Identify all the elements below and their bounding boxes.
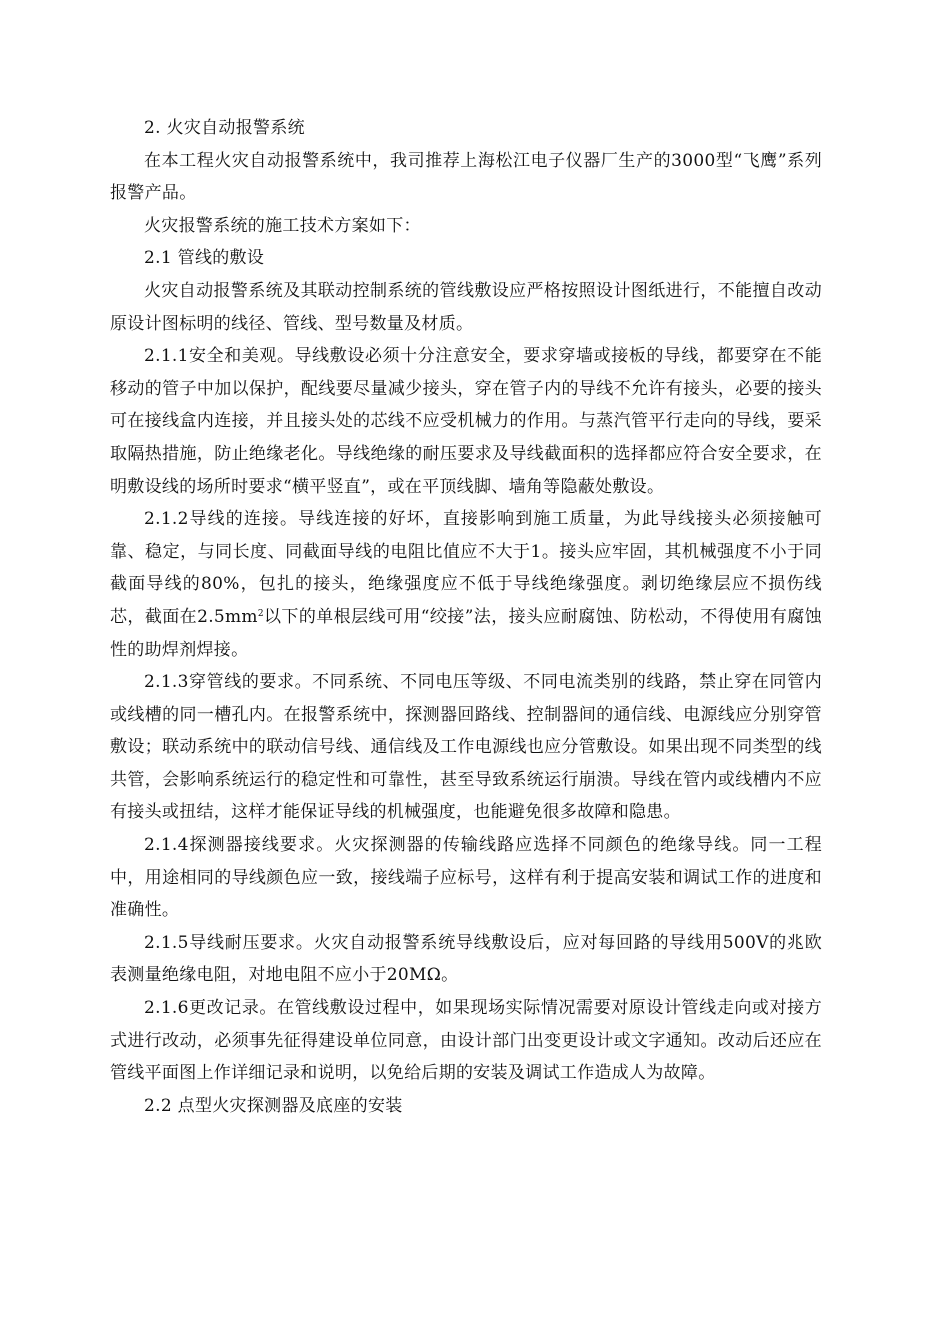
paragraph-2-1-6: 2.1.6更改记录。在管线敷设过程中，如果现场实际情况需要对原设计管线走向或对接方式进行改动，必须事先征得建设单位同意，由设计部门出变更设计或文字通知。改动后还应在管线平面图上作详细记录和说明，以免给后期的安装及调试工作造成人为故障。 bbox=[110, 998, 822, 1084]
paragraph-2-1-2-text-b: 以下的单根层线可用“绞接”法，接头应耐腐蚀、防松动，不得使用有腐蚀性的助焊剂焊接。 bbox=[110, 606, 822, 660]
document-page bbox=[110, 112, 822, 1122]
superscript-square: 2 bbox=[257, 608, 264, 619]
section-heading-2-2: 2.2 点型火灾探测器及底座的安装 bbox=[144, 1095, 403, 1116]
paragraph-2-1: 火灾自动报警系统及其联动控制系统的管线敷设应严格按照设计图纸进行，不能擅自改动原设计图标明的线径、管线、型号数量及材质。 bbox=[110, 280, 822, 334]
paragraph-2-1-1: 2.1.1安全和美观。导线敷设必须十分注意安全，要求穿墙或接板的导线，都要穿在不能移动的管子中加以保护，配线要尽量减少接头，穿在管子内的导线不允许有接头，必要的接头可在接线盒内连接，并且接头处的芯线不应受机械力的作用。与蒸汽管平行走向的导线，要采取隔热措施，防止绝缘老化。导线绝缘的耐压要求及导线截面积的选择都应符合安全要求，在明敷设线的场所时要求“横平竖直”，或在平顶线脚、墙角等隐蔽处敷设。 bbox=[110, 346, 822, 497]
intro-paragraph: 在本工程火灾自动报警系统中，我司推荐上海松江电子仪器厂生产的3000型“飞鹰”系列报警产品。 bbox=[110, 150, 822, 204]
section-heading-2: 2. 火灾自动报警系统 bbox=[144, 118, 305, 138]
paragraph-2-1-2 bbox=[110, 503, 822, 666]
paragraph-2-1-3: 2.1.3穿管线的要求。不同系统、不同电压等级、不同电流类别的线路，禁止穿在同管内或线槽的同一槽孔内。在报警系统中，探测器回路线、控制器间的通信线、电源线应分别穿管敷设；联动系统中的联动信号线、通信线及工作电源线也应分管敷设。如果出现不同类型的线共管，会影响系统运行的稳定性和可靠性，甚至导致系统运行崩溃。导线在管内或线槽内不应有接头或扭结，这样才能保证导线的机械强度，也能避免很多故障和隐患。 bbox=[110, 672, 822, 823]
paragraph-2-1-4: 2.1.4探测器接线要求。火灾探测器的传输线路应选择不同颜色的绝缘导线。同一工程中，用途相同的导线颜色应一致，接线端子应标号，这样有利于提高安装和调试工作的进度和准确性。 bbox=[110, 835, 822, 921]
section-heading-2-1: 2.1 管线的敷设 bbox=[144, 248, 265, 269]
scheme-intro-paragraph: 火灾报警系统的施工技术方案如下： bbox=[144, 215, 421, 236]
paragraph-2-1-5: 2.1.5导线耐压要求。火灾自动报警系统导线敷设后，应对每回路的导线用500V的兆欧表测量绝缘电阻，对地电阻不应小于20MΩ。 bbox=[110, 932, 822, 986]
paragraph-2-1-2-text-a: 2.1.2导线的连接。导线连接的好坏，直接影响到施工质量，为此导线接头必须接触可靠、稳定，与同长度、同截面导线的电阻比值应不大于1。接头应牢固，其机械强度不小于同截面导线的80%，包扎的接头，绝缘强度应不低于导线绝缘强度。剥切绝缘层应不损伤线芯，截面在2.5mm bbox=[110, 509, 822, 627]
